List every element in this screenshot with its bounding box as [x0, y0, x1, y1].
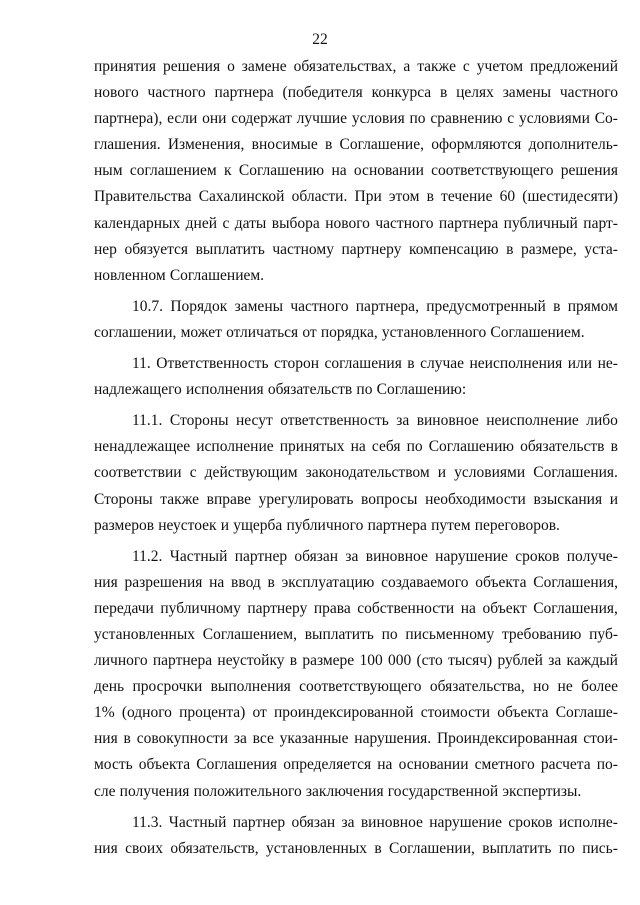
text-line: 11.1. Стороны несут ответственность за виновное неисполнение либо — [132, 412, 618, 430]
paragraph — [94, 294, 618, 346]
text-line: надлежащего исполнения обязательств по Соглашению: — [94, 381, 467, 399]
text-line: установленных Соглашением, выплатить по письменному требованию пуб- — [94, 625, 618, 643]
text-line: нового частного партнера (победителя конкурса в целях замены частного — [94, 84, 618, 102]
text-line: новленном Соглашением. — [94, 266, 265, 284]
text-line: соответствии с действующим законодательством и условиями Соглашения. — [94, 464, 618, 482]
paragraph — [94, 810, 618, 862]
text-line: ния своих обязательств, установленных в Соглашении, выплатить по пись- — [94, 839, 618, 857]
text-line: Стороны также вправе урегулировать вопросы необходимости взыскания и — [94, 490, 618, 508]
text-line: мость объекта Соглашения определяется на основании сметного расчета по- — [94, 756, 618, 774]
text-line: нер обязуется выплатить частному партнеру компенсацию в размере, уста- — [94, 240, 618, 258]
text-line: принятия решения о замене обязательствах, а также с учетом предложений — [94, 58, 618, 75]
text-line: календарных дней с даты выбора нового частного партнера публичный парт- — [94, 214, 618, 232]
page-number: 22 — [312, 31, 328, 48]
text-line: личного партнера неустойку в размере 100 000 (сто тысяч) рублей за каждый — [94, 652, 618, 670]
text-line: 10.7. Порядок замены частного партнера, предусмотренный в прямом — [132, 297, 618, 315]
text-line: ния в совокупности за все указанные нарушения. Проиндексированная стои- — [94, 730, 618, 748]
text-line: 11. Ответственность сторон соглашения в случае неисполнения или не- — [132, 355, 618, 373]
text-line: 11.3. Частный партнер обязан за виновное нарушение сроков исполне- — [132, 813, 618, 831]
text-line: соглашении, может отличаться от порядка, установленного Соглашением. — [94, 323, 585, 341]
paragraph — [94, 54, 618, 289]
paragraph — [94, 544, 618, 805]
text-line: день просрочки выполнения соответствующего обязательства, но не более — [94, 678, 618, 696]
text-line: размеров неустоек и ущерба публичного партнера путем переговоров. — [94, 516, 560, 534]
text-line: сле получения положительного заключения государственной экспертизы. — [94, 782, 582, 800]
text-line: передачи публичному партнеру права собственности на объект Соглашения, — [94, 599, 618, 617]
paragraph — [94, 351, 618, 403]
text-line: 11.2. Частный партнер обязан за виновное нарушение сроков получе- — [132, 547, 618, 565]
text-line: глашения. Изменения, вносимые в Соглашение, оформляются дополнитель- — [94, 136, 618, 154]
text-line: 1% (одного процента) от проиндексированной стоимости объекта Соглаше- — [94, 704, 618, 722]
text-line: партнера), если они содержат лучшие условия по сравнению с условиями Со- — [94, 110, 618, 128]
text-line: Правительства Сахалинской области. При этом в течение 60 (шестидесяти) — [94, 188, 618, 206]
text-line: ния разрешения на ввод в эксплуатацию создаваемого объекта Соглашения, — [94, 573, 618, 591]
paragraph — [94, 408, 618, 538]
text-line: ненадлежащее исполнение принятых на себя по Соглашению обязательств в — [94, 438, 618, 456]
document-body — [94, 54, 618, 862]
text-line: ным соглашением к Соглашению на основании соответствующего решения — [94, 162, 618, 180]
